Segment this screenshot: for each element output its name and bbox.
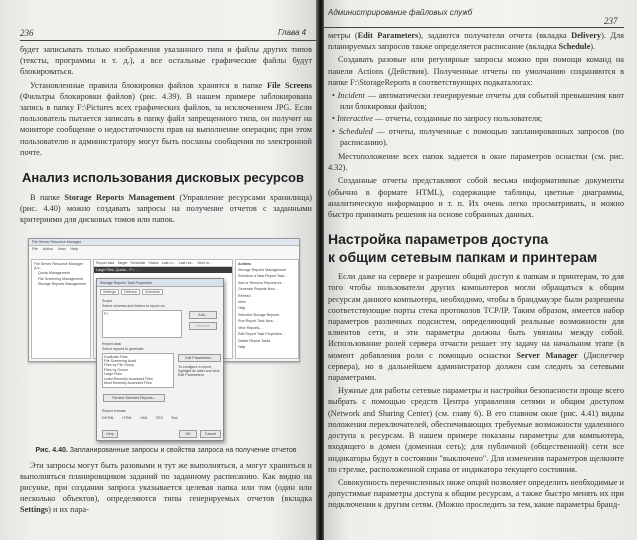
menu-view[interactable]: View [57,246,66,251]
paragraph: Совокупность перечисленных ниже опций позволяет определить необходимые и допустимые параметры доступа к общим ресурсам, а также быстро менять их при подключении к другим сетям. (Можно проследить за тем, какие параметры бранд- [328,477,624,510]
column-header[interactable]: Target [117,260,128,265]
ok-button[interactable]: OK [179,430,197,438]
bullet-list [328,90,624,149]
page-number: 237 [604,16,618,26]
running-head: Глава 4 [278,28,307,37]
tree-item[interactable]: File Screening Management [38,276,83,281]
report-checkbox[interactable]: Most Recently Accessed Files [104,381,152,386]
list-item: • Interactive — отчеты, созданные по запросу пользователя; [332,114,543,124]
format-checkbox[interactable]: XML [140,415,148,420]
tab-settings[interactable]: Settings [100,289,119,295]
report-checkbox[interactable]: Large Files [104,372,122,377]
actions-pane [235,259,299,359]
scope-label: Scope [102,298,113,303]
format-options [102,416,178,420]
paragraph: Местоположение всех папок задается в окне параметров оснастки (см. рис. 4.32). [328,152,624,173]
action-item: Storage Reports Management [238,268,287,273]
format-checkbox[interactable]: Text [170,415,178,420]
action-item: Selected Storage Reports [238,312,280,317]
tab-schedule[interactable]: Schedule [142,289,163,295]
paragraph: Установленные правила блокировки файлов хранятся в папке File Screens (Фильтры блокировки файлов) (рис. 4.39). В нашем примере заблокирована запись в папку F:\Pictures всех графических файлов, за исключением JPG. Если пользователь пытается записать в папку файл запрещенного типа, он получит на мониторе сообщение о недостаточности прав на выполнение операции; при этом пользователю и администратору могут быть посланы сообщения по электронной почте. [20,80,312,157]
paragraph: будет записывать только изображения указанного типа и файлы других типов (тексты, программы и т. д.), а все остальные графические файлы будут блокироваться. [20,45,312,77]
paragraph: Нужные для работы сетевые параметры и настройки безопасности проще всего выбрать с помощью средств Центра управления сетями и общим доступом (Network and Sharing Center) (см. главу 6). В его главном окне (рис. 4.41) видны положения переключателей, обеспечивающих требуемые возможности удаленного доступа к ресурсам. В нашем примере показаны параметры для компьютера, входящего в домен (доменная сеть); для публичной (общественной) сети все индикаторы будут в состоянии "выключено". Для изменения параметров щелкните по стрелке, расположенной справа от индикатора текущего состояния. [328,386,624,474]
menu-file[interactable]: File [32,246,38,251]
tree-item[interactable]: File Server Resource Manager (Lo... [34,261,83,271]
right-page [324,0,637,540]
column-header[interactable]: Schedule [130,260,146,265]
column-header[interactable]: Next ru... [197,260,212,265]
format-checkbox[interactable]: HTML [122,415,133,420]
scope-value: F:\ [104,311,109,316]
hint-text: To configure a report, highlight its label and click Edit Parameters. [178,364,220,378]
report-checkbox[interactable]: Least Recently Accessed Files [104,376,153,381]
report-data-label: Report data [102,341,121,346]
reports-list[interactable] [102,353,174,388]
remove-button[interactable]: Remove [189,322,217,330]
figure-caption: Рис. 4.40. Запланированные запросы и свойства запроса на получение отчетов [35,446,297,454]
running-head: Администрирование файловых служб [328,8,473,17]
format-checkbox[interactable]: CSV [155,415,163,420]
action-item[interactable]: Delete Report Tasks [238,338,271,343]
report-checkbox[interactable]: Files by Owner [104,367,128,372]
action-item[interactable]: Schedule a New Report Task... [238,274,288,279]
action-item[interactable]: Help [238,306,246,311]
paragraph: метры (Edit Parameters), задаются получатели отчета (вкладка Delivery). Для планируемых запросов также определяется расписание (вкладка Schedule). [328,31,624,52]
figure-screenshot [28,238,300,443]
formats-label: Report formats [102,408,126,413]
left-page [0,0,318,540]
column-header[interactable]: Last res... [178,260,195,265]
action-item[interactable]: View [238,300,246,305]
window-title: File Server Resource Manager [29,239,299,246]
action-item[interactable]: Run Report Task Now... [238,319,276,324]
report-checkbox[interactable]: Files by File Group [104,363,135,368]
paragraph: Создавать разовые или регулярные запросы можно при помощи команд на панели Actions (Действия). Полученные отчеты по умолчанию сохраняются в папке F:\StorageReports в соответствующих подкаталогах: [328,55,624,87]
tree-item[interactable]: Quota Management [38,271,70,276]
cancel-button[interactable]: Cancel [200,430,221,438]
column-header[interactable]: Status [148,260,159,265]
actions-header: Actions [238,261,252,266]
dialog-title: Storage Reports Task Properties [97,279,223,287]
menu-action[interactable]: Action [42,246,53,251]
table-row[interactable]: Large Files, Quota... F:\ ... [94,267,232,273]
format-checkbox[interactable]: DHTML [102,415,115,420]
report-checkbox[interactable]: File Screening Audit [104,359,136,364]
section-heading: Анализ использования дисковых ресурсов [22,170,304,186]
tree-item[interactable]: Storage Reports Management [38,282,87,287]
menu-help[interactable]: Help [70,246,78,251]
column-header[interactable]: Report task [96,260,115,265]
menu-bar [29,246,299,252]
action-item[interactable]: Generate Reports Now... [238,287,278,292]
action-item[interactable]: Add or Remove Reports for... [238,280,285,285]
scope-prompt: Select volumes and folders to report on: [102,303,166,308]
section-heading: Настройка параметров доступа к общим сетевым папкам и принтерам [328,231,598,266]
action-item[interactable]: Edit Report Task Properties... [238,332,285,337]
action-item[interactable]: Refresh [238,293,251,298]
header-rule [20,40,316,41]
report-checkbox[interactable]: Duplicate Files [104,354,128,359]
tree-pane [31,259,91,359]
paragraph: Созданные отчеты представляют собой весьма информативные документы (обычно в формате HTML), содержащие таблицы, цветные диаграммы, аналитическую информацию и т. п. Их очень легко просматривать, и можно быстро принимать решения на основе собранных данных. [328,176,624,220]
paragraph: В папке Storage Reports Management (Управление ресурсами хранилища) (рис. 4.40) можно создавать запросы на получение отчетов с заданными критериями для дисковых томов или папок. [20,193,312,225]
left-text-column [20,44,312,518]
list-item: • Incident — автоматически генерируемые отчеты для событий превышения квот или блокировки файлов; [332,91,624,112]
paragraph: Эти запросы могут быть разовыми и тут же выполняться, а могут храниться и выполняться планировщиком заданий по заданному расписанию. Как видно на рисунке, при создании запроса указывается целевая папка или том (один или несколько объектов), определяются типы генерируемых отчетов (вкладка Settings) и их пара- [20,460,312,515]
action-item[interactable]: View Reports... [238,325,263,330]
reports-prompt: Select reports to generate: [102,346,145,351]
header-rule [324,27,624,28]
review-reports-button[interactable]: Review Selected Reports... [103,394,165,402]
help-button[interactable]: Help [102,430,118,438]
list-item: • Scheduled — отчеты, полученные с помощью запланированных запросов (по расписанию). [332,126,625,147]
column-header[interactable]: Last ru... [161,260,176,265]
right-text-column [328,30,624,513]
page-number: 236 [20,28,34,38]
action-item[interactable]: Help [238,344,246,349]
paragraph: Если даже на сервере и разрешен общий доступ к папкам и принтерам, то для того чтобы пользователи других компьютеров могли обращаться к общим ресурсам данного компьютера, необходимо, чтобы в брандмауэре были разрешены соответствующие порты стека протоколов TCP/IP. Таким образом, имеется набор параметров различных подсистем, определяющий реальные возможности для клиентов сети, и эти параметры должны быть увязаны между собой. Использование ролей сервера отчасти решает эту задачу на начальном этапе (в момент добавления роли с помощью оснастки Server Manager (Диспетчер сервера), но в дальнейшем администратор должен сам следить за сетевыми параметрами. [328,272,624,383]
scope-list[interactable] [102,310,182,338]
edit-parameters-button[interactable]: Edit Parameters... [178,354,221,362]
tab-delivery[interactable]: Delivery [121,289,140,295]
properties-dialog [96,278,224,441]
add-button[interactable]: Add... [189,311,217,319]
